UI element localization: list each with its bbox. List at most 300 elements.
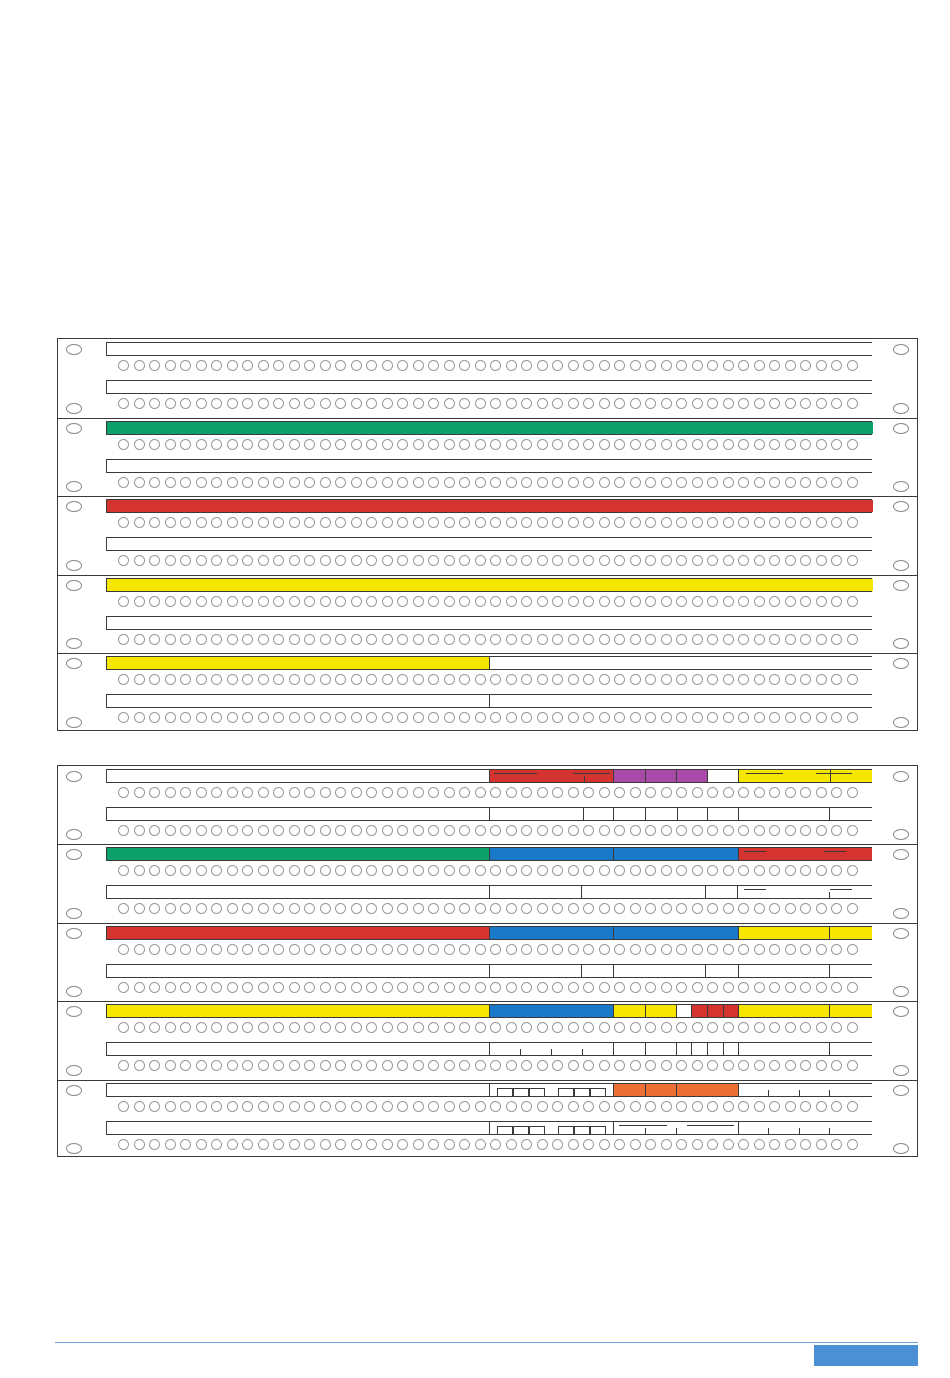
patch-jack[interactable]: [754, 477, 765, 488]
patch-jack[interactable]: [351, 1022, 362, 1033]
patch-jack[interactable]: [676, 1060, 687, 1071]
patch-jack[interactable]: [366, 517, 377, 528]
patch-jack[interactable]: [289, 903, 300, 914]
patch-jack[interactable]: [475, 1022, 486, 1033]
patch-jack[interactable]: [242, 517, 253, 528]
patch-jack[interactable]: [428, 1022, 439, 1033]
patch-jack[interactable]: [258, 555, 269, 566]
patch-jack[interactable]: [599, 712, 610, 723]
patch-jack[interactable]: [366, 825, 377, 836]
patch-jack[interactable]: [475, 360, 486, 371]
patch-jack[interactable]: [258, 439, 269, 450]
patch-jack[interactable]: [134, 674, 145, 685]
patch-jack[interactable]: [428, 1060, 439, 1071]
patch-jack[interactable]: [289, 1022, 300, 1033]
patch-jack[interactable]: [583, 982, 594, 993]
patch-jack[interactable]: [196, 1022, 207, 1033]
patch-jack[interactable]: [537, 1022, 548, 1033]
patch-jack[interactable]: [599, 903, 610, 914]
patch-jack[interactable]: [258, 865, 269, 876]
patch-jack[interactable]: [552, 1101, 563, 1112]
patch-jack[interactable]: [831, 1022, 842, 1033]
patch-jack[interactable]: [754, 596, 765, 607]
patch-jack[interactable]: [847, 477, 858, 488]
patch-jack[interactable]: [614, 398, 625, 409]
patch-jack[interactable]: [661, 596, 672, 607]
patch-jack[interactable]: [459, 398, 470, 409]
patch-jack[interactable]: [211, 517, 222, 528]
patch-jack[interactable]: [754, 674, 765, 685]
patch-jack[interactable]: [661, 555, 672, 566]
patch-jack[interactable]: [242, 634, 253, 645]
patch-jack[interactable]: [211, 787, 222, 798]
patch-jack[interactable]: [537, 865, 548, 876]
patch-jack[interactable]: [397, 982, 408, 993]
patch-jack[interactable]: [645, 1101, 656, 1112]
patch-jack[interactable]: [258, 634, 269, 645]
patch-jack[interactable]: [444, 439, 455, 450]
patch-jack[interactable]: [273, 712, 284, 723]
patch-jack[interactable]: [242, 674, 253, 685]
patch-jack[interactable]: [568, 596, 579, 607]
patch-jack[interactable]: [444, 825, 455, 836]
patch-jack[interactable]: [273, 982, 284, 993]
patch-jack[interactable]: [847, 1139, 858, 1150]
patch-jack[interactable]: [227, 439, 238, 450]
patch-jack[interactable]: [165, 596, 176, 607]
patch-jack[interactable]: [165, 865, 176, 876]
patch-jack[interactable]: [444, 865, 455, 876]
patch-jack[interactable]: [537, 1101, 548, 1112]
patch-jack[interactable]: [118, 1022, 129, 1033]
patch-jack[interactable]: [366, 1139, 377, 1150]
patch-jack[interactable]: [847, 517, 858, 528]
patch-jack[interactable]: [583, 944, 594, 955]
patch-jack[interactable]: [583, 517, 594, 528]
patch-jack[interactable]: [165, 674, 176, 685]
patch-jack[interactable]: [614, 944, 625, 955]
patch-jack[interactable]: [630, 982, 641, 993]
patch-jack[interactable]: [707, 1060, 718, 1071]
patch-jack[interactable]: [692, 1060, 703, 1071]
patch-jack[interactable]: [118, 398, 129, 409]
patch-jack[interactable]: [816, 517, 827, 528]
patch-jack[interactable]: [521, 1060, 532, 1071]
patch-jack[interactable]: [304, 903, 315, 914]
patch-jack[interactable]: [645, 477, 656, 488]
patch-jack[interactable]: [568, 360, 579, 371]
patch-jack[interactable]: [707, 555, 718, 566]
patch-jack[interactable]: [769, 903, 780, 914]
patch-jack[interactable]: [134, 398, 145, 409]
patch-jack[interactable]: [428, 674, 439, 685]
patch-jack[interactable]: [382, 555, 393, 566]
patch-jack[interactable]: [273, 555, 284, 566]
patch-jack[interactable]: [754, 1022, 765, 1033]
patch-jack[interactable]: [785, 398, 796, 409]
patch-jack[interactable]: [723, 1101, 734, 1112]
patch-jack[interactable]: [227, 596, 238, 607]
patch-jack[interactable]: [692, 477, 703, 488]
patch-jack[interactable]: [304, 634, 315, 645]
patch-jack[interactable]: [304, 982, 315, 993]
patch-jack[interactable]: [397, 517, 408, 528]
patch-jack[interactable]: [506, 1139, 517, 1150]
patch-jack[interactable]: [754, 555, 765, 566]
patch-jack[interactable]: [475, 398, 486, 409]
patch-jack[interactable]: [723, 944, 734, 955]
patch-jack[interactable]: [769, 1101, 780, 1112]
patch-jack[interactable]: [599, 944, 610, 955]
patch-jack[interactable]: [723, 825, 734, 836]
patch-jack[interactable]: [397, 477, 408, 488]
patch-jack[interactable]: [258, 1139, 269, 1150]
patch-jack[interactable]: [723, 439, 734, 450]
patch-jack[interactable]: [676, 982, 687, 993]
patch-jack[interactable]: [149, 1022, 160, 1033]
patch-jack[interactable]: [366, 360, 377, 371]
patch-jack[interactable]: [149, 865, 160, 876]
patch-jack[interactable]: [366, 865, 377, 876]
patch-jack[interactable]: [134, 517, 145, 528]
patch-jack[interactable]: [676, 439, 687, 450]
patch-jack[interactable]: [428, 439, 439, 450]
patch-jack[interactable]: [816, 865, 827, 876]
patch-jack[interactable]: [537, 596, 548, 607]
patch-jack[interactable]: [459, 360, 470, 371]
patch-jack[interactable]: [506, 712, 517, 723]
patch-jack[interactable]: [645, 596, 656, 607]
patch-jack[interactable]: [444, 982, 455, 993]
patch-jack[interactable]: [645, 398, 656, 409]
patch-jack[interactable]: [459, 555, 470, 566]
patch-jack[interactable]: [630, 1022, 641, 1033]
patch-jack[interactable]: [320, 1022, 331, 1033]
patch-jack[interactable]: [258, 982, 269, 993]
patch-jack[interactable]: [614, 439, 625, 450]
patch-jack[interactable]: [614, 517, 625, 528]
patch-jack[interactable]: [196, 982, 207, 993]
patch-jack[interactable]: [816, 712, 827, 723]
patch-jack[interactable]: [118, 439, 129, 450]
patch-jack[interactable]: [428, 1139, 439, 1150]
patch-jack[interactable]: [599, 1022, 610, 1033]
patch-jack[interactable]: [831, 439, 842, 450]
patch-jack[interactable]: [459, 982, 470, 993]
patch-jack[interactable]: [149, 555, 160, 566]
patch-jack[interactable]: [149, 825, 160, 836]
patch-jack[interactable]: [676, 634, 687, 645]
patch-jack[interactable]: [180, 944, 191, 955]
patch-jack[interactable]: [847, 1060, 858, 1071]
patch-jack[interactable]: [289, 360, 300, 371]
patch-jack[interactable]: [335, 439, 346, 450]
patch-jack[interactable]: [800, 1060, 811, 1071]
patch-jack[interactable]: [661, 787, 672, 798]
patch-jack[interactable]: [661, 903, 672, 914]
patch-jack[interactable]: [320, 982, 331, 993]
patch-jack[interactable]: [382, 944, 393, 955]
patch-jack[interactable]: [847, 596, 858, 607]
patch-jack[interactable]: [459, 674, 470, 685]
patch-jack[interactable]: [769, 982, 780, 993]
patch-jack[interactable]: [196, 787, 207, 798]
patch-jack[interactable]: [707, 712, 718, 723]
patch-jack[interactable]: [645, 360, 656, 371]
patch-jack[interactable]: [738, 634, 749, 645]
patch-jack[interactable]: [444, 1101, 455, 1112]
patch-jack[interactable]: [676, 825, 687, 836]
patch-jack[interactable]: [196, 555, 207, 566]
patch-jack[interactable]: [568, 865, 579, 876]
patch-jack[interactable]: [537, 944, 548, 955]
patch-jack[interactable]: [769, 865, 780, 876]
patch-jack[interactable]: [289, 439, 300, 450]
patch-jack[interactable]: [800, 712, 811, 723]
patch-jack[interactable]: [459, 712, 470, 723]
patch-jack[interactable]: [506, 944, 517, 955]
patch-jack[interactable]: [707, 1101, 718, 1112]
patch-jack[interactable]: [754, 439, 765, 450]
patch-jack[interactable]: [335, 865, 346, 876]
patch-jack[interactable]: [769, 360, 780, 371]
patch-jack[interactable]: [413, 555, 424, 566]
patch-jack[interactable]: [351, 596, 362, 607]
patch-jack[interactable]: [258, 1101, 269, 1112]
patch-jack[interactable]: [676, 360, 687, 371]
patch-jack[interactable]: [521, 555, 532, 566]
patch-jack[interactable]: [506, 825, 517, 836]
patch-jack[interactable]: [707, 1139, 718, 1150]
patch-jack[interactable]: [134, 865, 145, 876]
patch-jack[interactable]: [242, 360, 253, 371]
patch-jack[interactable]: [273, 477, 284, 488]
patch-jack[interactable]: [552, 477, 563, 488]
patch-jack[interactable]: [273, 1101, 284, 1112]
patch-jack[interactable]: [676, 398, 687, 409]
patch-jack[interactable]: [459, 944, 470, 955]
patch-jack[interactable]: [707, 825, 718, 836]
patch-jack[interactable]: [118, 712, 129, 723]
patch-jack[interactable]: [692, 1101, 703, 1112]
patch-jack[interactable]: [258, 712, 269, 723]
patch-jack[interactable]: [413, 360, 424, 371]
patch-jack[interactable]: [847, 825, 858, 836]
patch-jack[interactable]: [552, 982, 563, 993]
patch-jack[interactable]: [661, 477, 672, 488]
patch-jack[interactable]: [211, 825, 222, 836]
patch-jack[interactable]: [816, 825, 827, 836]
patch-jack[interactable]: [707, 1022, 718, 1033]
patch-jack[interactable]: [397, 787, 408, 798]
patch-jack[interactable]: [196, 1060, 207, 1071]
patch-jack[interactable]: [382, 1101, 393, 1112]
patch-jack[interactable]: [816, 1139, 827, 1150]
patch-jack[interactable]: [273, 1022, 284, 1033]
patch-jack[interactable]: [583, 555, 594, 566]
patch-jack[interactable]: [785, 787, 796, 798]
patch-jack[interactable]: [258, 1022, 269, 1033]
patch-jack[interactable]: [847, 1101, 858, 1112]
patch-jack[interactable]: [289, 517, 300, 528]
patch-jack[interactable]: [490, 555, 501, 566]
patch-jack[interactable]: [831, 865, 842, 876]
patch-jack[interactable]: [196, 865, 207, 876]
patch-jack[interactable]: [335, 982, 346, 993]
patch-jack[interactable]: [630, 555, 641, 566]
patch-jack[interactable]: [304, 439, 315, 450]
patch-jack[interactable]: [552, 944, 563, 955]
patch-jack[interactable]: [118, 787, 129, 798]
patch-jack[interactable]: [583, 398, 594, 409]
patch-jack[interactable]: [165, 477, 176, 488]
patch-jack[interactable]: [351, 674, 362, 685]
patch-jack[interactable]: [552, 674, 563, 685]
patch-jack[interactable]: [831, 596, 842, 607]
patch-jack[interactable]: [475, 982, 486, 993]
patch-jack[interactable]: [180, 555, 191, 566]
patch-jack[interactable]: [165, 517, 176, 528]
patch-jack[interactable]: [475, 944, 486, 955]
patch-jack[interactable]: [428, 398, 439, 409]
patch-jack[interactable]: [118, 360, 129, 371]
patch-jack[interactable]: [630, 360, 641, 371]
patch-jack[interactable]: [118, 1139, 129, 1150]
patch-jack[interactable]: [490, 596, 501, 607]
patch-jack[interactable]: [785, 1022, 796, 1033]
patch-jack[interactable]: [227, 865, 238, 876]
patch-jack[interactable]: [630, 674, 641, 685]
patch-jack[interactable]: [614, 712, 625, 723]
patch-jack[interactable]: [785, 596, 796, 607]
patch-jack[interactable]: [568, 1101, 579, 1112]
patch-jack[interactable]: [335, 944, 346, 955]
patch-jack[interactable]: [614, 360, 625, 371]
patch-jack[interactable]: [320, 634, 331, 645]
patch-jack[interactable]: [785, 439, 796, 450]
patch-jack[interactable]: [785, 865, 796, 876]
patch-jack[interactable]: [537, 787, 548, 798]
patch-jack[interactable]: [428, 596, 439, 607]
patch-jack[interactable]: [754, 982, 765, 993]
patch-jack[interactable]: [800, 360, 811, 371]
patch-jack[interactable]: [537, 825, 548, 836]
patch-jack[interactable]: [118, 477, 129, 488]
patch-jack[interactable]: [738, 825, 749, 836]
patch-jack[interactable]: [521, 712, 532, 723]
patch-jack[interactable]: [304, 477, 315, 488]
patch-jack[interactable]: [692, 1022, 703, 1033]
patch-jack[interactable]: [692, 825, 703, 836]
patch-jack[interactable]: [397, 712, 408, 723]
patch-jack[interactable]: [242, 825, 253, 836]
patch-jack[interactable]: [149, 596, 160, 607]
patch-jack[interactable]: [800, 865, 811, 876]
patch-jack[interactable]: [692, 634, 703, 645]
patch-jack[interactable]: [397, 903, 408, 914]
patch-jack[interactable]: [242, 439, 253, 450]
patch-jack[interactable]: [289, 555, 300, 566]
patch-jack[interactable]: [785, 825, 796, 836]
patch-jack[interactable]: [335, 517, 346, 528]
patch-jack[interactable]: [289, 787, 300, 798]
patch-jack[interactable]: [785, 1060, 796, 1071]
patch-jack[interactable]: [351, 517, 362, 528]
patch-jack[interactable]: [382, 982, 393, 993]
patch-jack[interactable]: [397, 439, 408, 450]
patch-jack[interactable]: [149, 903, 160, 914]
patch-jack[interactable]: [149, 944, 160, 955]
patch-jack[interactable]: [196, 903, 207, 914]
patch-jack[interactable]: [537, 360, 548, 371]
patch-jack[interactable]: [676, 517, 687, 528]
patch-jack[interactable]: [614, 477, 625, 488]
patch-jack[interactable]: [304, 1139, 315, 1150]
patch-jack[interactable]: [599, 477, 610, 488]
patch-jack[interactable]: [320, 674, 331, 685]
patch-jack[interactable]: [630, 1101, 641, 1112]
patch-jack[interactable]: [320, 1139, 331, 1150]
patch-jack[interactable]: [769, 944, 780, 955]
patch-jack[interactable]: [413, 1101, 424, 1112]
patch-jack[interactable]: [165, 1101, 176, 1112]
patch-jack[interactable]: [521, 1022, 532, 1033]
patch-jack[interactable]: [459, 865, 470, 876]
patch-jack[interactable]: [599, 982, 610, 993]
patch-jack[interactable]: [180, 634, 191, 645]
patch-jack[interactable]: [661, 712, 672, 723]
patch-jack[interactable]: [630, 825, 641, 836]
patch-jack[interactable]: [118, 1101, 129, 1112]
patch-jack[interactable]: [134, 825, 145, 836]
patch-jack[interactable]: [630, 1060, 641, 1071]
patch-jack[interactable]: [738, 903, 749, 914]
patch-jack[interactable]: [428, 982, 439, 993]
patch-jack[interactable]: [335, 712, 346, 723]
patch-jack[interactable]: [413, 1022, 424, 1033]
patch-jack[interactable]: [351, 825, 362, 836]
patch-jack[interactable]: [196, 634, 207, 645]
patch-jack[interactable]: [180, 596, 191, 607]
patch-jack[interactable]: [506, 360, 517, 371]
patch-jack[interactable]: [196, 712, 207, 723]
patch-jack[interactable]: [289, 865, 300, 876]
patch-jack[interactable]: [645, 982, 656, 993]
patch-jack[interactable]: [242, 865, 253, 876]
patch-jack[interactable]: [583, 634, 594, 645]
patch-jack[interactable]: [800, 398, 811, 409]
patch-jack[interactable]: [645, 517, 656, 528]
patch-jack[interactable]: [692, 865, 703, 876]
patch-jack[interactable]: [211, 903, 222, 914]
patch-jack[interactable]: [816, 982, 827, 993]
patch-jack[interactable]: [475, 825, 486, 836]
patch-jack[interactable]: [304, 712, 315, 723]
patch-jack[interactable]: [568, 398, 579, 409]
patch-jack[interactable]: [273, 674, 284, 685]
patch-jack[interactable]: [459, 1022, 470, 1033]
patch-jack[interactable]: [661, 1022, 672, 1033]
patch-jack[interactable]: [382, 712, 393, 723]
patch-jack[interactable]: [490, 1139, 501, 1150]
patch-jack[interactable]: [475, 865, 486, 876]
patch-jack[interactable]: [583, 1022, 594, 1033]
patch-jack[interactable]: [490, 825, 501, 836]
patch-jack[interactable]: [707, 634, 718, 645]
patch-jack[interactable]: [723, 982, 734, 993]
patch-jack[interactable]: [506, 982, 517, 993]
patch-jack[interactable]: [537, 1060, 548, 1071]
